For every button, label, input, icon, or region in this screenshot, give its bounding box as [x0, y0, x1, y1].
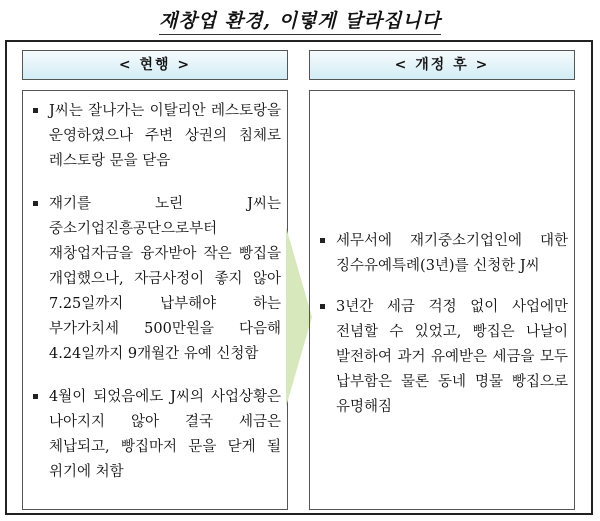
list-item-text: J씨는 잘나가는 이탈리안 레스토랑을 운영하였으나 주변 상권의 침체로 레스토랑 문을 닫음: [49, 103, 281, 169]
title-wrap: [0, 6, 600, 35]
list-item-text: 재기를 노린 J씨는 중소기업진흥공단으로부터 재창업자금을 융자받아 작은 빵집을 개업했으나, 자금사정이 좋지 않아 7.25일까지 납부해야 하는 부가가치세 500만원을 다음해 4.24일까지 9개월간 유예 신청함: [49, 196, 281, 362]
comparison-frame: [5, 40, 593, 515]
revised-panel-body: [309, 90, 575, 510]
list-item: [320, 229, 568, 279]
bullet-icon: [33, 394, 38, 399]
list-item: [33, 192, 281, 367]
page-title: 재창업 환경, 이렇게 달라집니다: [159, 6, 441, 35]
bullet-icon: [33, 108, 38, 113]
list-item: [320, 295, 568, 420]
list-item: [33, 385, 281, 485]
bullet-icon: [320, 304, 325, 309]
list-item-text: 3년간 세금 걱정 없이 사업에만 전념할 수 있었고, 빵집은 나날이 발전하여 과거 유예받은 세금을 모두 납부함은 물론 동네 명물 빵집으로 유명해짐: [336, 299, 568, 415]
revised-panel: [309, 50, 575, 510]
current-panel-body: [22, 90, 288, 510]
bullet-icon: [320, 238, 325, 243]
list-item-text: 세무서에 재기중소기업인에 대한 징수유예특례(3년)를 신청한 J씨: [336, 233, 568, 274]
bullet-icon: [33, 201, 38, 206]
current-panel: [22, 50, 288, 510]
current-panel-header: < 현행 >: [22, 50, 288, 80]
revised-panel-header: < 개정 후 >: [309, 50, 575, 80]
list-item: [33, 99, 281, 174]
list-item-text: 4월이 되었음에도 J씨의 사업상황은 나아지지 않아 결국 세금은 체납되고, 빵집마저 문을 닫게 될 위기에 처함: [49, 389, 281, 480]
